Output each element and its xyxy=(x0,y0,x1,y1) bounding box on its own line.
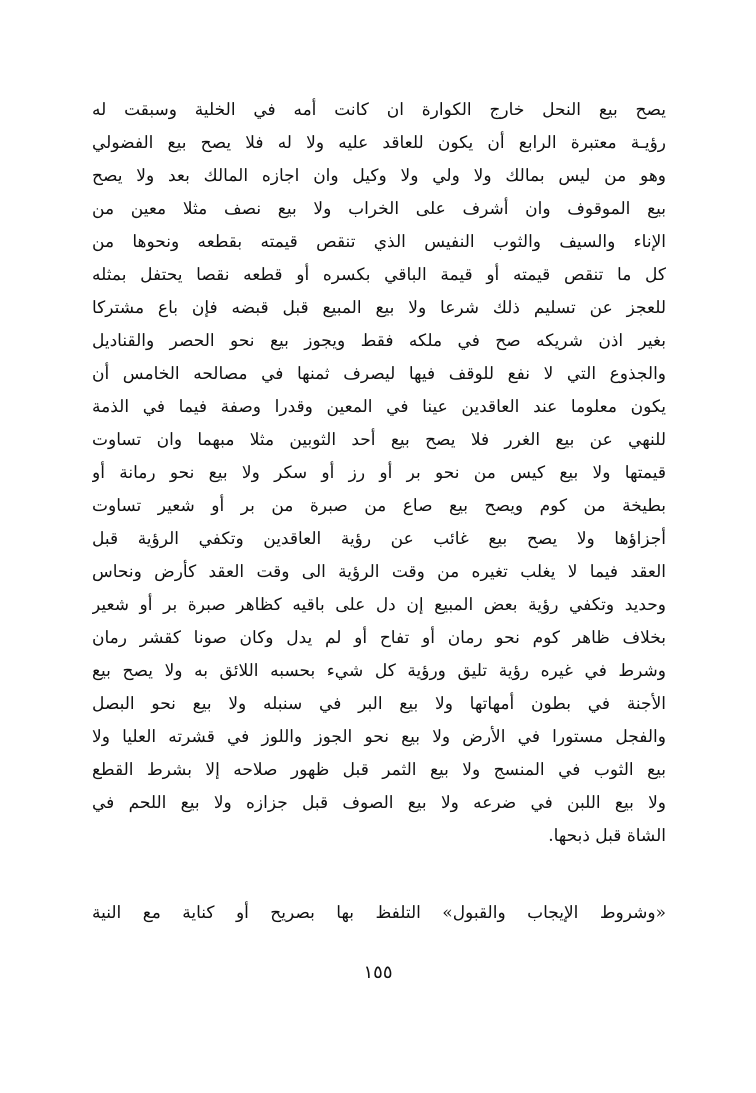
text-line: الإناء والسيف والثوب النفيس الذي تنقص قيمته بقطعه ونحوها من xyxy=(92,232,666,252)
text-line: أجزاؤها ولا يصح بيع غائب عن رؤية العاقدين وتكفي الرؤية قبل xyxy=(92,529,666,549)
text-line: كل ما تنقص قيمته أو قيمة الباقي بكسره أو قطعه نقصا يحتفل بمثله xyxy=(92,265,666,285)
text-line: بغير اذن شريكه صح في ملكه فقط ويجوز بيع نحو الحصر والقناديل xyxy=(92,331,666,351)
text-line: العقد فيما لا يغلب تغيره من وقت الرؤية الى وقت العقد كأرض ونحاس xyxy=(92,562,666,582)
text-line: قيمتها ولا بيع كيس من نحو بر أو رز أو سكر ولا بيع نحو رمانة أو xyxy=(92,463,666,483)
text-line: وشرط في غيره رؤية تليق ورؤية كل شيء بحسبه اللائق به ولا يصح بيع xyxy=(92,661,666,681)
text-line: ولا بيع اللبن في ضرعه ولا بيع الصوف قبل جزازه ولا بيع اللحم في xyxy=(92,793,666,813)
text-line: الأجنة في بطون أمهاتها ولا بيع البر في سنبله ولا بيع نحو البصل xyxy=(92,694,666,714)
text-line: بطيخة من كوم ويصح بيع صاع من صبرة من بر أو شعير تساوت xyxy=(92,496,666,516)
text-line: وحديد وتكفي رؤية بعض المبيع إن دل على باقيه كظاهر صبرة بر أو شعير xyxy=(92,595,666,615)
text-line: بيع الموقوف وان أشرف على الخراب ولا بيع نصف مثلا معين من xyxy=(92,199,666,219)
text-line: يصح بيع النحل خارج الكوارة ان كانت أمه في الخلية وسبقت له xyxy=(92,100,666,120)
text-line: رؤيـة معتبرة الرابع أن يكون للعاقد عليه ولا له فلا يصح بيع الفضولي xyxy=(92,133,666,153)
text-line: للنهي عن بيع الغرر فلا يصح بيع أحد الثوبين مثلا مبهما وان تساوت xyxy=(92,430,666,450)
text-line: يكون معلوما عند العاقدين عينا في المعين وقدرا وصفة فيما في الذمة xyxy=(92,397,666,417)
text-line: وهو من ليس بمالك ولا ولي ولا وكيل وان اجازه المالك بعد ولا يصح xyxy=(92,166,666,186)
body-paragraph xyxy=(92,94,666,853)
section-heading-line: «وشروط الإيجاب والقبول» التلفظ بها بصريح أو كناية مع النية xyxy=(92,903,666,923)
text-line: للعجز عن تسليم ذلك شرعا ولا بيع المبيع قبل قبضه فإن باع مشتركا xyxy=(92,298,666,318)
text-line: بخلاف ظاهر كوم نحو رمان أو تفاح أو لم يدل وكان صونا كقشر رمان xyxy=(92,628,666,648)
text-line: والفجل مستورا في الأرض ولا بيع نحو الجوز واللوز في قشرته العليا ولا xyxy=(92,727,666,747)
text-line: الشاة قبل ذبحها. xyxy=(548,826,666,846)
text-line: بيع الثوب في المنسج ولا بيع الثمر قبل ظهور صلاحه إلا بشرط القطع xyxy=(92,760,666,780)
text-line: والجذوع التي لا نفع للوقف فيها ليصرف ثمنها في مصالحه الخامس أن xyxy=(92,364,666,384)
page-number: ١٥٥ xyxy=(363,962,393,983)
